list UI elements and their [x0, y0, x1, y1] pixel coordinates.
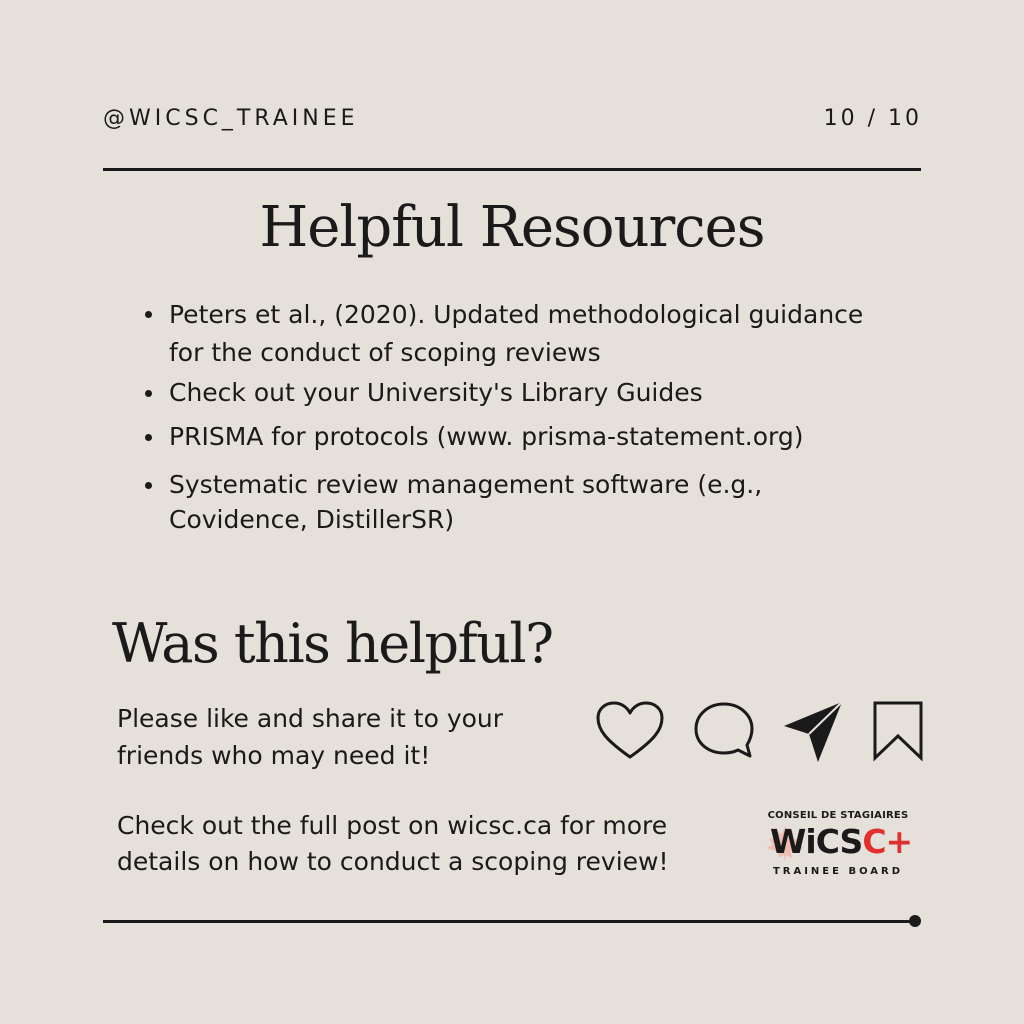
bottom-divider — [103, 920, 913, 923]
send-icon[interactable] — [782, 700, 846, 766]
resource-item: PRISMA for protocols (www. prisma-statement.org) — [140, 419, 880, 455]
logo-wordmark-black: WiCS — [770, 822, 863, 861]
page-title: Helpful Resources — [259, 195, 765, 260]
account-handle: @WICSC_TRAINEE — [103, 106, 359, 131]
action-icons — [596, 700, 924, 766]
logo-sub-text: TRAINEE BOARD — [772, 866, 904, 877]
divider-dot — [909, 915, 921, 927]
resource-item: Check out your University's Library Guides — [140, 375, 880, 411]
comment-icon[interactable] — [692, 700, 756, 762]
resource-item: Peters et al., (2020). Updated methodological guidance for the conduct of scoping reviews — [140, 296, 880, 372]
wicsc-logo — [760, 808, 920, 880]
resource-item: Systematic review management software (e.g., Covidence, DistillerSR) — [140, 467, 880, 537]
share-prompt: Please like and share it to your friends who may need it! — [117, 704, 504, 770]
heart-icon[interactable] — [596, 700, 664, 762]
top-divider — [103, 168, 921, 171]
page-counter: 10 / 10 — [823, 106, 922, 131]
full-post-note: Check out the full post on wicsc.ca for more details on how to conduct a scoping review! — [117, 811, 669, 876]
bookmark-icon[interactable] — [872, 700, 924, 762]
resource-list — [140, 296, 880, 537]
logo-wordmark — [770, 822, 912, 861]
logo-wordmark-red: C+ — [862, 822, 913, 861]
feedback-question: Was this helpful? — [112, 612, 553, 675]
logo-top-text: CONSEIL DE STAGIAIRES — [767, 810, 909, 821]
